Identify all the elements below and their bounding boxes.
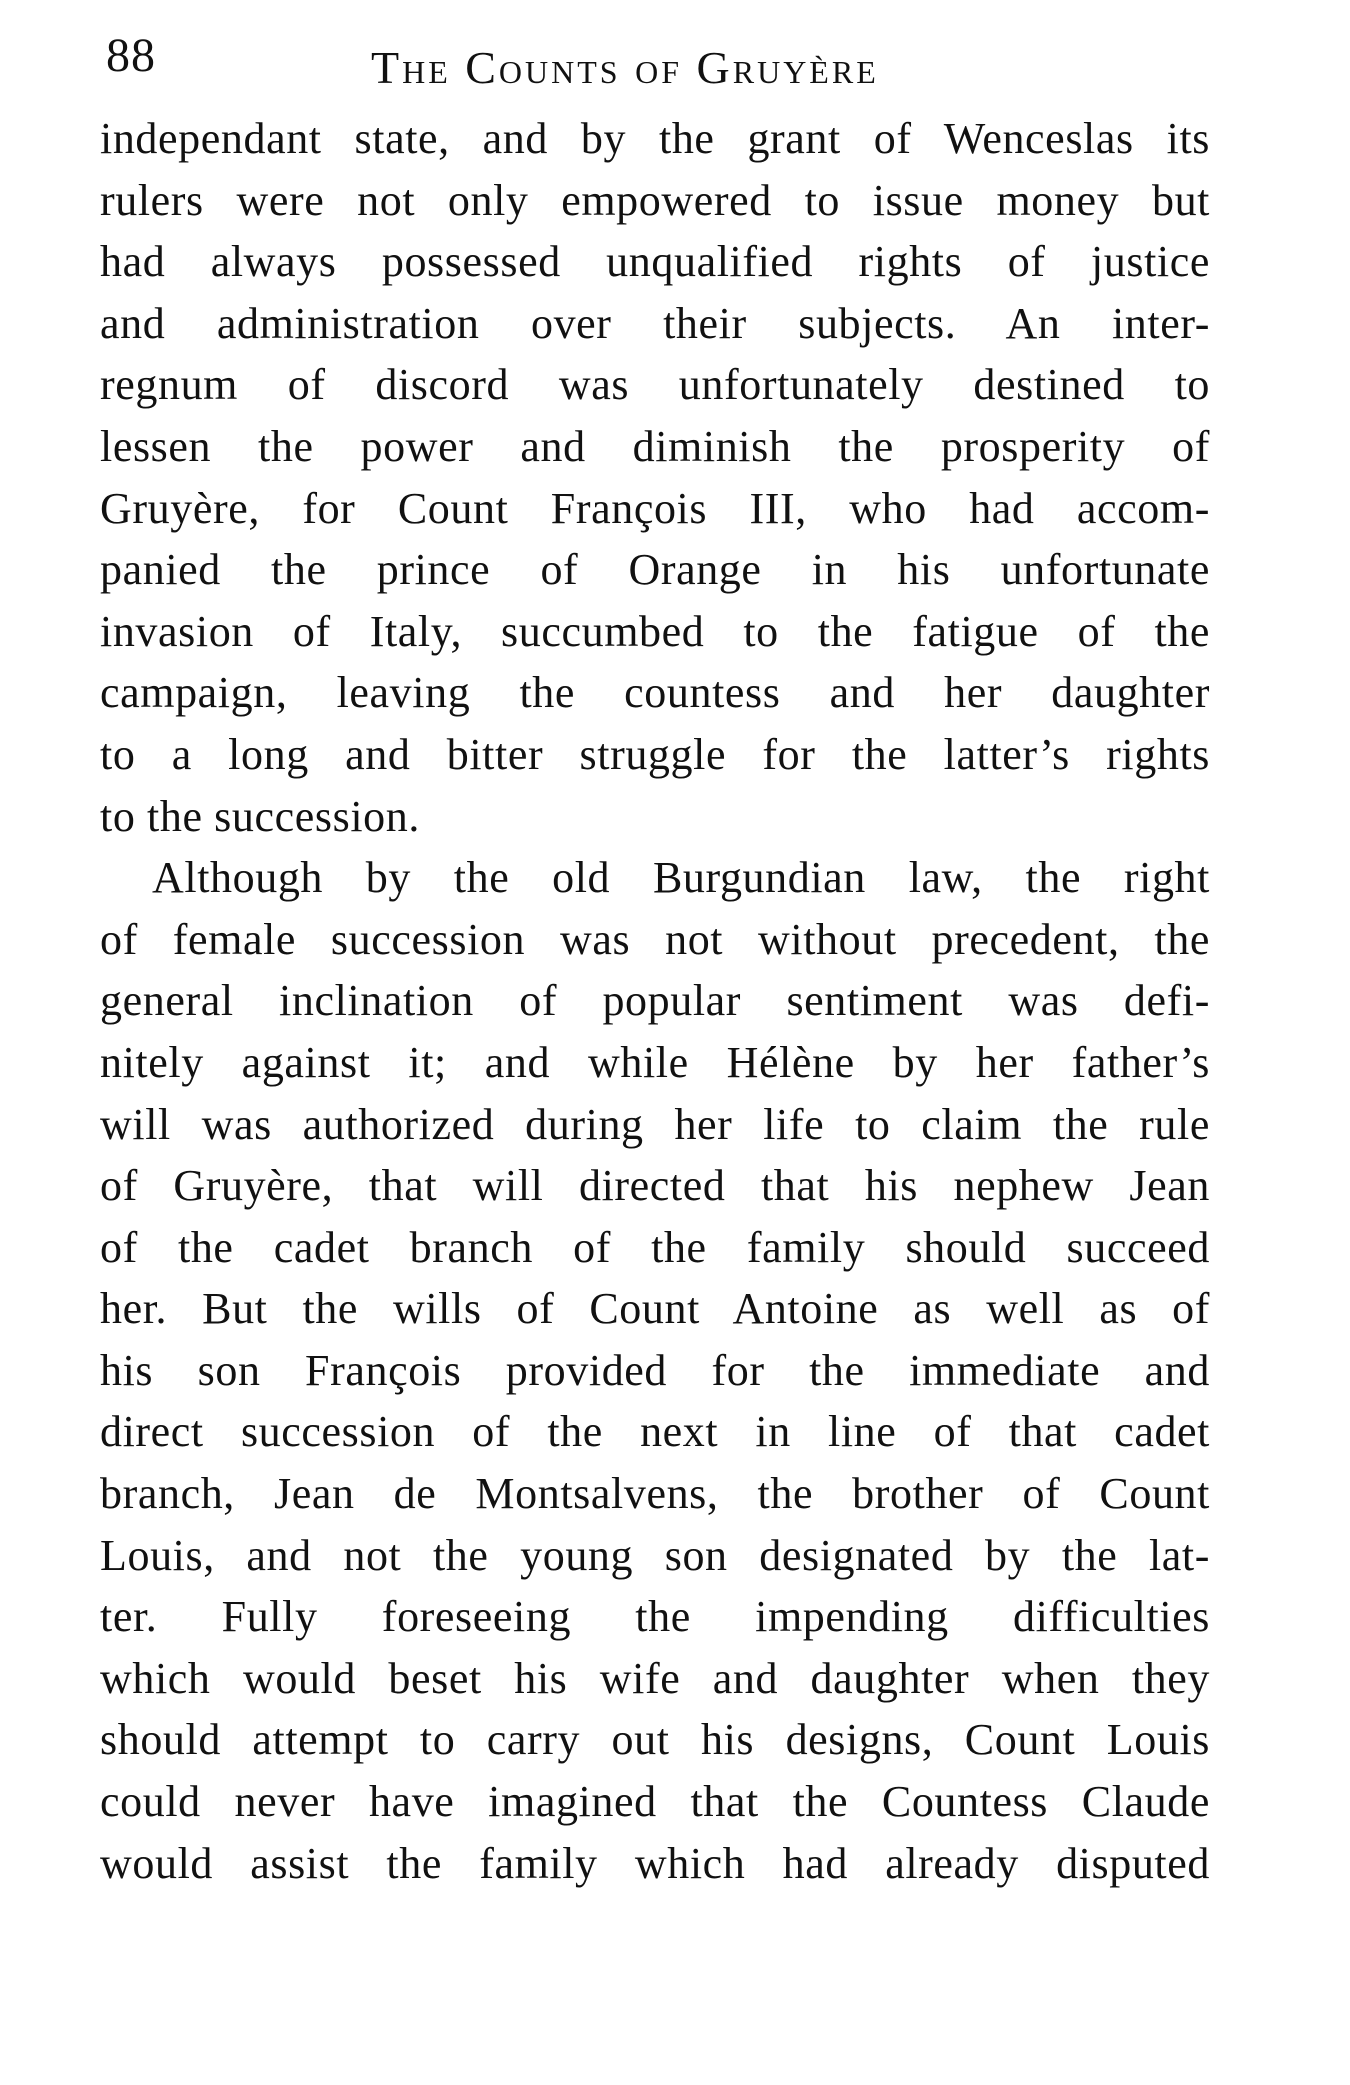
text-line: invasion of Italy, succumbed to the fatigue of the <box>100 606 1210 656</box>
text-line: regnum of discord was unfortunately destined to <box>100 360 1210 410</box>
text-line: her. But the wills of Count Antoine as well as of <box>100 1284 1210 1334</box>
text-line: nitely against it; and while Hélène by her father’s <box>100 1037 1210 1087</box>
text-line: could never have imagined that the Countess Claude <box>100 1777 1210 1827</box>
paragraph-last-line: to the succession. <box>100 791 420 841</box>
text-line: to a long and bitter struggle for the latter’s rights <box>100 729 1210 779</box>
running-head <box>106 18 1256 98</box>
text-line: lessen the power and diminish the prosperity of <box>100 421 1210 471</box>
text-line: of the cadet branch of the family should succeed <box>100 1222 1210 1272</box>
text-line: would assist the family which had already disputed <box>100 1838 1210 1888</box>
page-number: 88 <box>106 29 156 82</box>
text-line: his son François provided for the immediate and <box>100 1345 1210 1395</box>
text-line: campaign, leaving the countess and her daughter <box>100 668 1210 718</box>
text-line: branch, Jean de Montsalvens, the brother of Count <box>100 1469 1210 1519</box>
text-line: which would beset his wife and daughter when they <box>100 1653 1210 1703</box>
text-line: panied the prince of Orange in his unfortunate <box>100 545 1210 595</box>
text-line: general inclination of popular sentiment was defi- <box>100 976 1210 1026</box>
text-line: Louis, and not the young son designated by the lat- <box>100 1530 1210 1580</box>
body-text <box>100 108 1210 1894</box>
text-line: of Gruyère, that will directed that his nephew Jean <box>100 1161 1210 1211</box>
text-line: will was authorized during her life to claim the rule <box>100 1099 1210 1149</box>
text-line: of female succession was not without precedent, the <box>100 914 1210 964</box>
text-line: Gruyère, for Count François III, who had accom- <box>100 483 1210 533</box>
text-line: and administration over their subjects. An inter- <box>100 298 1210 348</box>
text-line: should attempt to carry out his designs, Count Louis <box>100 1715 1210 1765</box>
text-line: ter. Fully foreseeing the impending difficulties <box>100 1592 1210 1642</box>
text-line: had always possessed unqualified rights of justice <box>100 237 1210 287</box>
text-line: rulers were not only empowered to issue money but <box>100 175 1210 225</box>
running-title: The Counts of Gruyère <box>371 42 879 93</box>
text-line: direct succession of the next in line of that cadet <box>100 1407 1210 1457</box>
paragraph-first-line: Although by the old Burgundian law, the right <box>152 853 1210 903</box>
text-line: independant state, and by the grant of Wenceslas its <box>100 114 1210 163</box>
